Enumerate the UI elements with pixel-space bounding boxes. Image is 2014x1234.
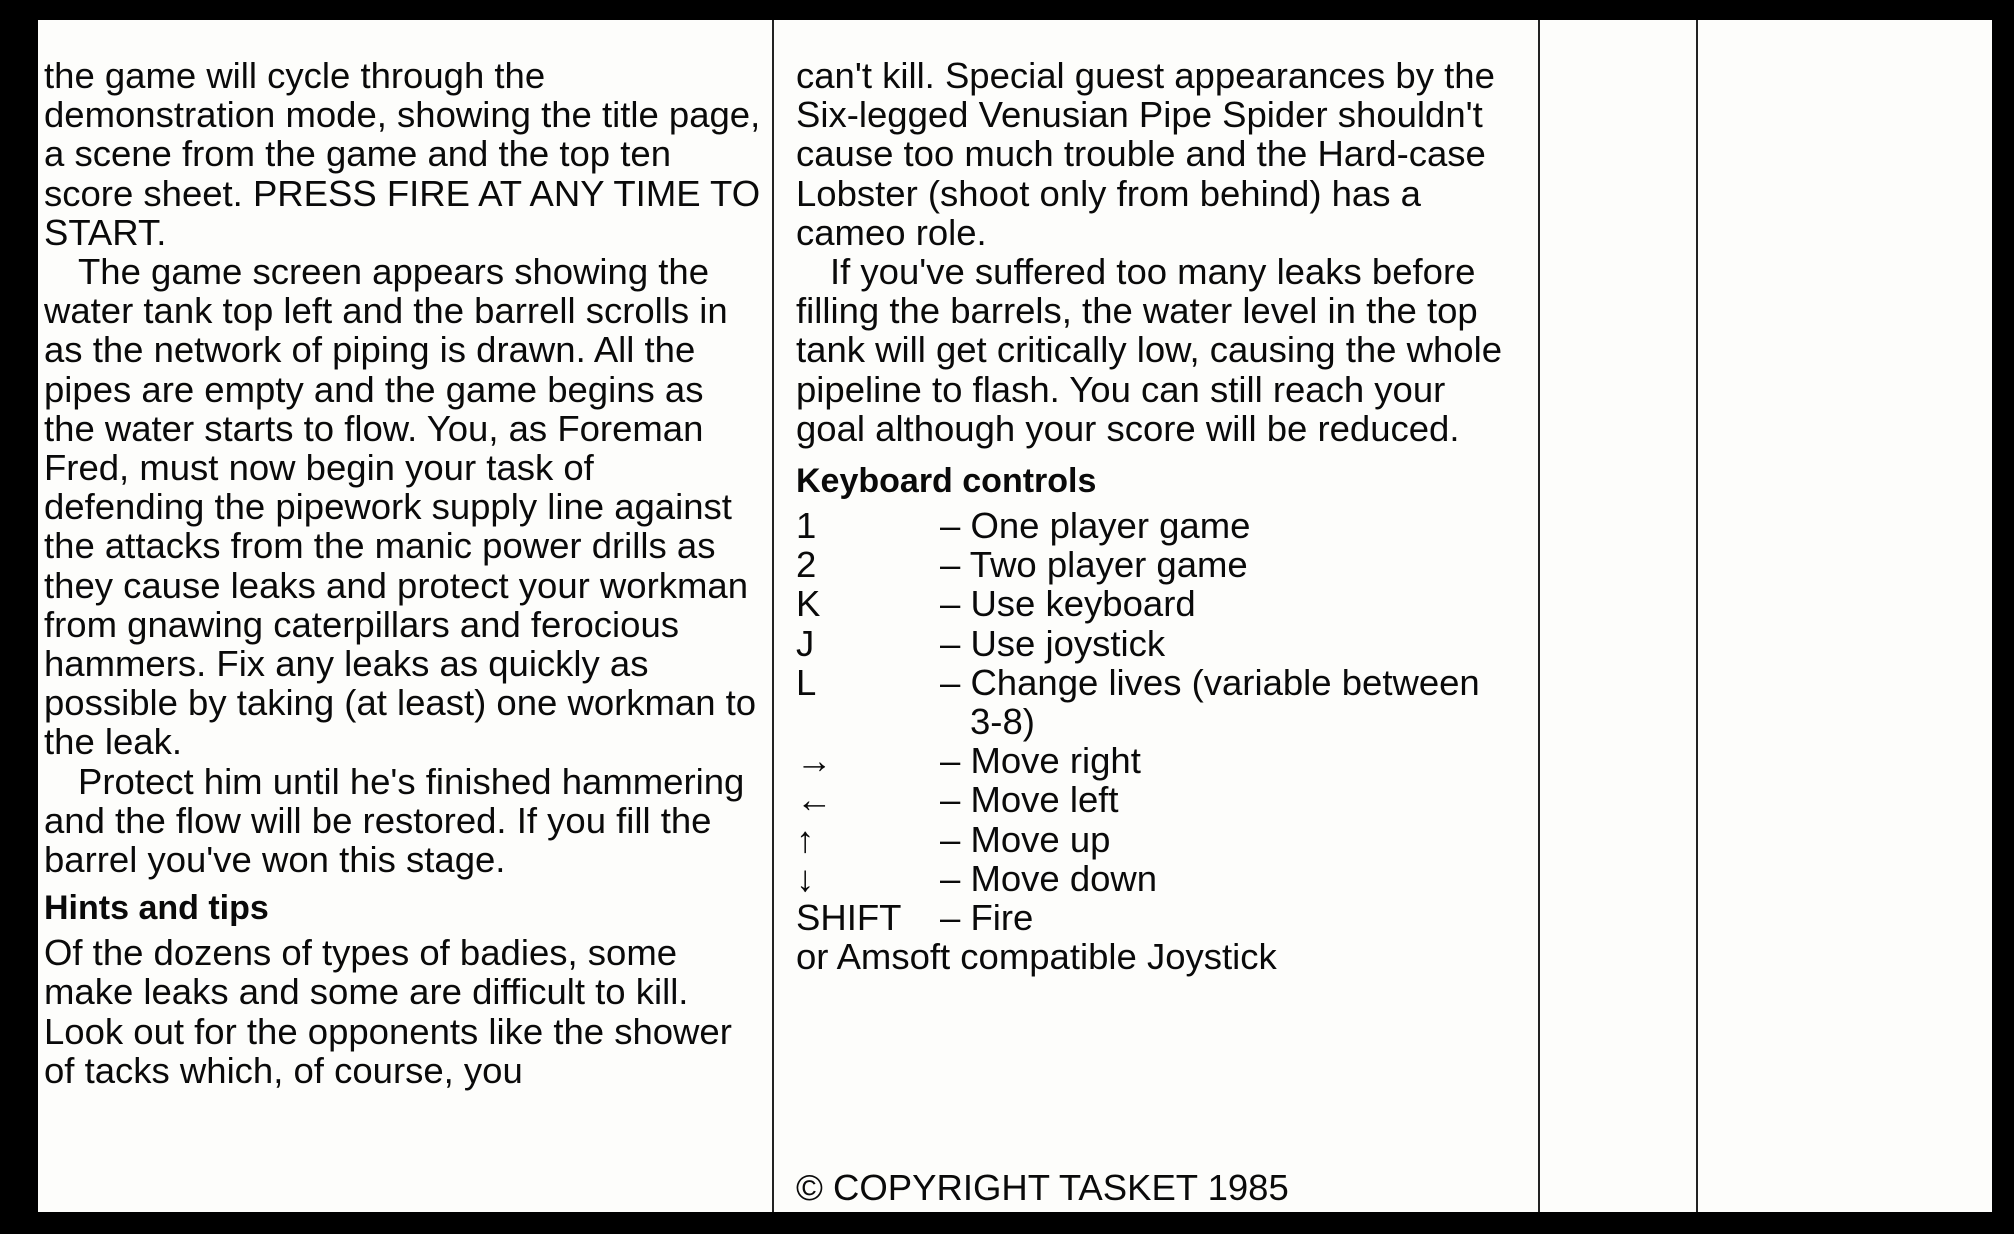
control-action: – Fire (940, 897, 1034, 939)
fold-line (1696, 20, 1698, 1212)
continued-paragraph: can't kill. Special guest appearances by the Six-legged Venusian Pipe Spider shouldn't cause too much trouble and the Hard-case Lobster (shoot only from behind) has a cameo role. (796, 55, 1495, 253)
control-row (796, 506, 1516, 545)
control-key: ↑ (796, 818, 815, 860)
control-row (796, 741, 1516, 780)
control-action: – Use keyboard (940, 583, 1196, 625)
control-row (796, 663, 1516, 741)
control-action: – Use joystick (940, 622, 1166, 664)
leaks-paragraph: If you've suffered too many leaks before filling the barrels, the water level in the top tank will get critically low, causing the whole pipeline to flash. You can still reach your goal although your score will be reduced. (796, 251, 1502, 449)
control-action: – Move down (940, 857, 1158, 899)
game-screen-paragraph: The game screen appears showing the water tank top left and the barrell scrolls in as the network of piping is drawn. All the pipes are empty and the game begins as the water starts to flow. You, as Foreman Fred, must now begin your task of defending the pipework supply line against the attacks from the manic power drills as they cause leaks and protect your workman from gnawing caterpillars and ferocious hammers. Fix any leaks as quickly as possible by taking (at least) one workman to the leak. (44, 251, 757, 763)
control-key: L (796, 661, 817, 703)
control-row (796, 820, 1516, 859)
joystick-note: or Amsoft compatible Joystick (796, 936, 1277, 978)
control-key: ← (796, 779, 833, 821)
control-key: K (796, 583, 821, 625)
hints-heading: Hints and tips (44, 889, 269, 928)
control-key: 2 (796, 544, 817, 586)
intro-paragraph: the game will cycle through the demonstration mode, showing the title page, a scene from the game and the top ten score sheet. PRESS FIRE AT ANY TIME TO START. (44, 55, 761, 253)
control-action: – Move left (940, 779, 1119, 821)
fold-line (1538, 20, 1540, 1212)
controls-table (796, 506, 1516, 937)
control-action: – Change lives (variable between 3-8) (940, 661, 1480, 743)
hints-paragraph: Of the dozens of types of badies, some make leaks and some are difficult to kill. Look out for the opponents like the shower of tacks which, of course, you (44, 932, 732, 1091)
control-row (796, 624, 1516, 663)
control-action: – Two player game (940, 544, 1248, 586)
control-key: J (796, 622, 815, 664)
control-action: – One player game (940, 505, 1251, 547)
control-key: ↓ (796, 857, 815, 899)
text-column-middle (796, 55, 1516, 1208)
control-row (796, 898, 1516, 937)
inlay-sheet (38, 20, 1992, 1212)
control-action: – Move up (940, 818, 1111, 860)
control-key: 1 (796, 505, 817, 547)
controls-heading: Keyboard controls (796, 462, 1097, 501)
control-row (796, 545, 1516, 584)
copyright-notice: © COPYRIGHT TASKET 1985 (796, 1167, 1289, 1208)
control-key: SHIFT (796, 897, 902, 939)
fold-line (772, 20, 774, 1212)
text-column-left (44, 56, 764, 1090)
control-action: – Move right (940, 740, 1141, 782)
control-row (796, 859, 1516, 898)
protect-paragraph: Protect him until he's finished hammering and the flow will be restored. If you fill the barrel you've won this stage. (44, 760, 745, 881)
control-row (796, 584, 1516, 623)
control-key: → (796, 740, 833, 782)
control-row (796, 780, 1516, 819)
